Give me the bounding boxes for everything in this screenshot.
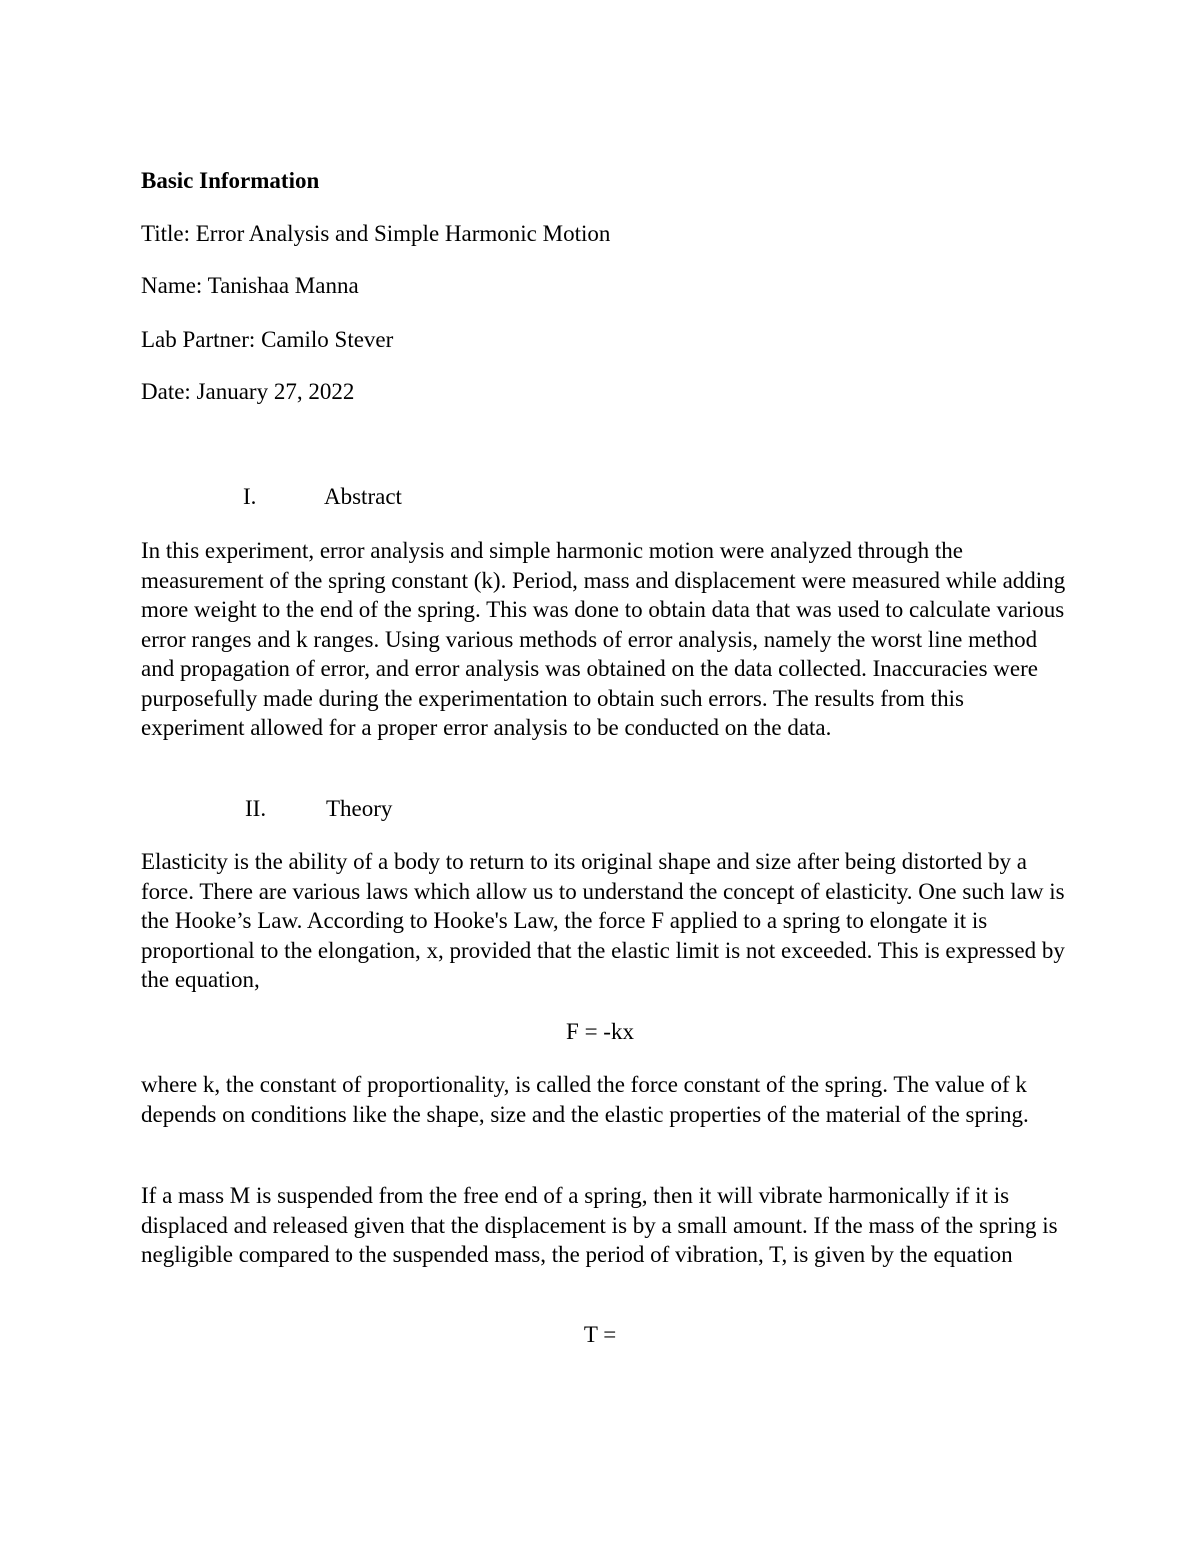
abstract-number: I. — [243, 484, 257, 509]
theory-paragraph-1: Elasticity is the ability of a body to return to its original shape and size after being distorted by a force. There are various laws which allow us to understand the concept of elasticity. One such law is the Hooke’s Law. According to Hooke's Law, the force F applied to a spring to elongate it is proportional to the elongation, x, provided that the elastic limit is not exceeded. This is expressed by the equation, — [141, 849, 1065, 992]
lab-partner-line: Lab Partner: Camilo Stever — [141, 327, 394, 352]
basic-info-heading: Basic Information — [141, 168, 320, 193]
name-line: Name: Tanishaa Manna — [141, 273, 359, 298]
theory-title: Theory — [326, 796, 393, 821]
theory-paragraph-2: where k, the constant of proportionality, is called the force constant of the spring. The value of k depends on conditions like the shape, size and the elastic properties of the material of the spring. — [141, 1072, 1029, 1127]
abstract-title: Abstract — [324, 484, 402, 509]
title-line: Title: Error Analysis and Simple Harmonic Motion — [141, 221, 611, 246]
hookes-law-equation: F = -kx — [566, 1019, 634, 1044]
abstract-body: In this experiment, error analysis and simple harmonic motion were analyzed through the measurement of the spring constant (k). Period, mass and displacement were measured while adding more weight to the end of the spring. This was done to obtain data that was used to calculate various error ranges and k ranges. Using various methods of error analysis, namely the worst line method and propagation of error, and error analysis was obtained on the data collected. Inaccuracies were purposefully made during the experimentation to obtain such errors. The results from this experiment allowed for a proper error analysis to be conducted on the data. — [141, 538, 1066, 740]
period-equation: T = — [583, 1322, 617, 1347]
theory-paragraph-3: If a mass M is suspended from the free end of a spring, then it will vibrate harmonically if it is displaced and released given that the displacement is by a small amount. If the mass of the spring is negligible compared to the suspended mass, the period of vibration, T, is given by the equation — [141, 1183, 1058, 1267]
date-line: Date: January 27, 2022 — [141, 379, 355, 404]
theory-number: II. — [245, 796, 267, 821]
